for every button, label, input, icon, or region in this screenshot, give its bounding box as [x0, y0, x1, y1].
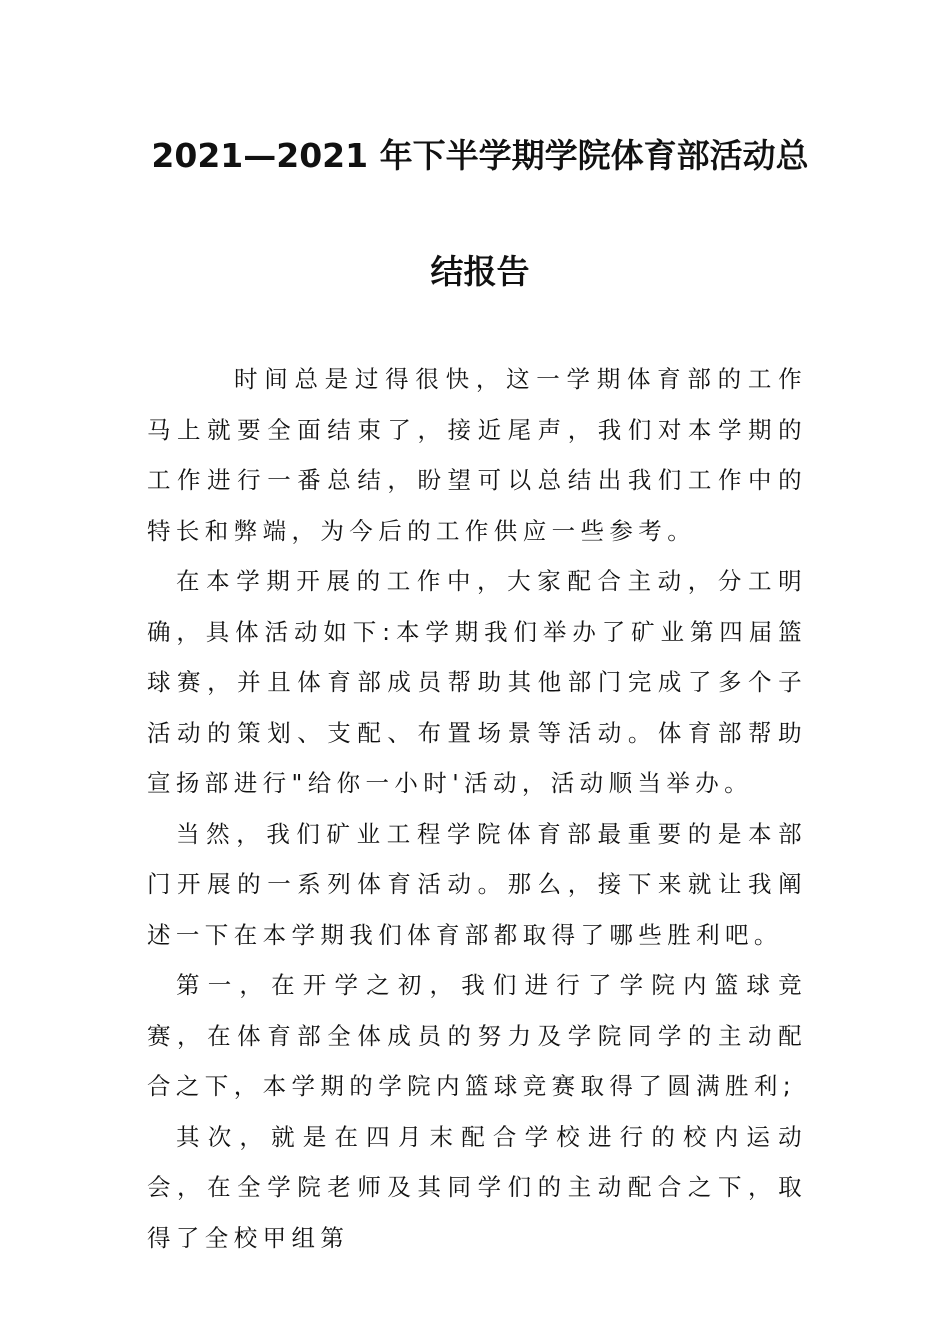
- document-title-line-1: 2021—2021 年下半学期学院体育部活动总: [151, 136, 809, 175]
- document-title-line-2: 结报告: [430, 252, 530, 291]
- document-body: [147, 354, 807, 1263]
- paragraph-first-achievement: 第一，在开学之初，我们进行了学院内篮球竞赛，在体育部全体成员的努力及学院同学的主动配合之下，本学期的学院内篮球竞赛取得了圆满胜利;: [147, 971, 807, 1100]
- paragraph-activities: 在本学期开展的工作中，大家配合主动，分工明确，具体活动如下:本学期我们举办了矿业第四届篮球赛，并且体育部成员帮助其他部门完成了多个子活动的策划、支配、布置场景等活动。体育部帮助宣扬部进行"给你一小时'活动，活动顺当举办。: [147, 567, 807, 797]
- paragraph-second-achievement: 其次，就是在四月末配合学校进行的校内运动会，在全学院老师及其同学们的主动配合之下，取得了全校甲组第: [147, 1122, 807, 1252]
- paragraph-department-activities: 当然，我们矿业工程学院体育部最重要的是本部门开展的一系列体育活动。那么，接下来就让我阐述一下在本学期我们体育部都取得了哪些胜利吧。: [147, 819, 807, 949]
- paragraph-intro: 时间总是过得很快，这一学期体育部的工作马上就要全面结束了，接近尾声，我们对本学期的工作进行一番总结，盼望可以总结出我们工作中的特长和弊端，为今后的工作供应一些参考。: [147, 365, 807, 545]
